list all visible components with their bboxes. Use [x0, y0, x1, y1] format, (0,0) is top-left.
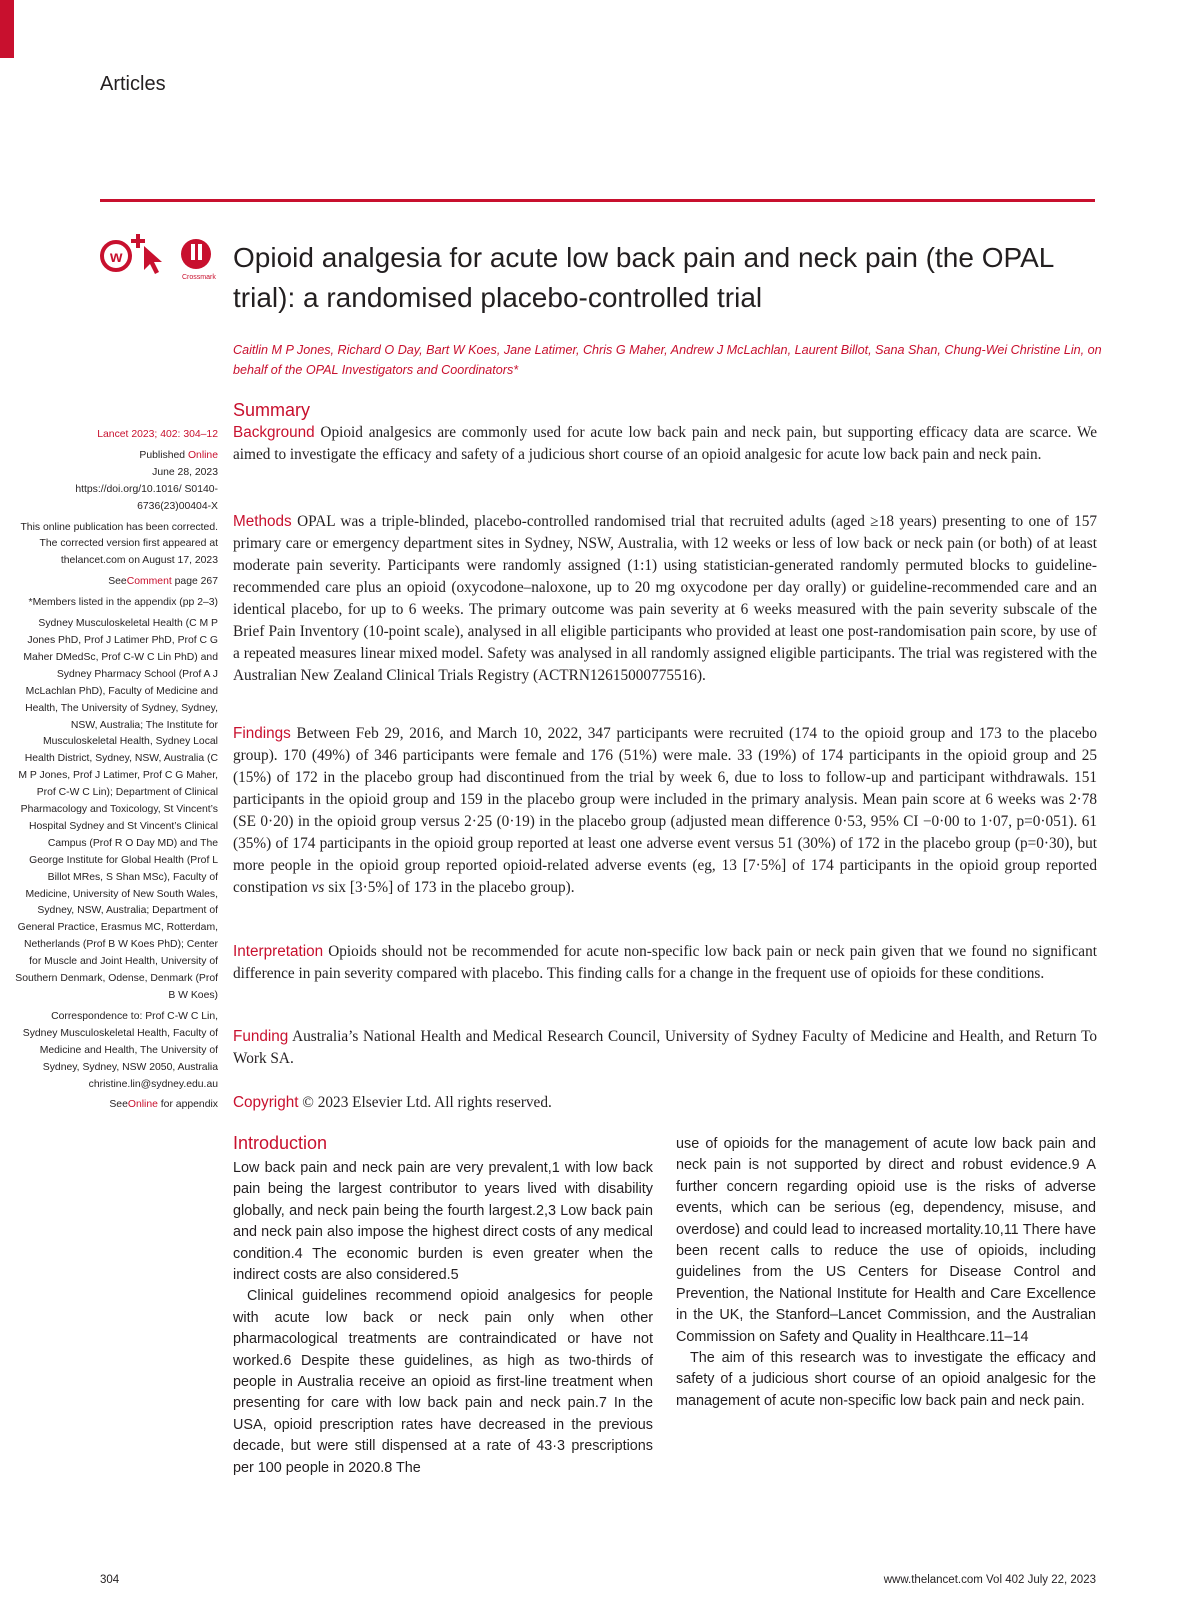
copyright-label: Copyright [233, 1094, 299, 1111]
appendix-link[interactable]: Online [127, 1099, 158, 1111]
crossmark-icon [181, 239, 216, 281]
funding-label: Funding [233, 1028, 289, 1045]
open-access-icon [102, 242, 130, 270]
cursor-icon [144, 246, 162, 274]
article-badges [100, 232, 218, 282]
interpretation-text: Opioids should not be recommended for acute non-specific low back pain or neck pain given that we found no significant difference in pain severity compared with placebo. This finding calls for a change in the frequent use of opioids for these conditions. [233, 943, 1097, 982]
comment-page: page 267 [174, 576, 218, 588]
background-text: Opioid analgesics are commonly used for acute low back pain and neck pain, but supporting efficacy data are scarce. We aimed to investigate the efficacy and safety of a judicious short course of an opioid analgesic for acute low back pain and neck pain. [233, 424, 1097, 463]
findings-vs: vs [311, 879, 325, 896]
journal-footer: www.thelancet.com Vol 402 July 22, 2023 [883, 1574, 1096, 1586]
appendix-ref [14, 1097, 218, 1114]
findings-tail: six [3·5%] of 173 in the placebo group). [328, 879, 575, 896]
intro-paragraph: Low back pain and neck pain are very prevalent,1 with low back pain being the largest contributor to years lived with disability globally, and neck pain being the fourth largest.2,3 Low back pain and neck pain also impose the highest direct costs of any medical condition.4 The economic burden is even greater when the indirect costs are also considered.5 [233, 1160, 653, 1284]
online-link[interactable]: Online [187, 449, 218, 461]
published-info [14, 448, 218, 516]
copyright-text: © 2023 Elsevier Ltd. All rights reserved. [302, 1094, 552, 1111]
article-title: Opioid analgesia for acute low back pain and neck pain (the OPAL trial): a randomised placebo-controlled trial [233, 242, 1054, 313]
svg-text:w: w [110, 249, 123, 266]
appendix-see: See [109, 1099, 128, 1111]
header-rule [100, 199, 1095, 202]
section-label: Articles [100, 73, 166, 95]
findings-text: Between Feb 29, 2016, and March 10, 2022, 347 participants were recruited (174 to the opioid group and 173 to the placebo group). 170 (49%) of 346 participants were female and 176 (51%) were male. 33 (19%) of 174 participants in the opioid group and 25 (15%) of 172 in the placebo group had discontinued from the trial by week 6, due to loss to follow-up and participant withdrawals. 151 participants in the opioid group and 159 in the placebo group were included in the primary analysis. Mean pain score at 6 weeks was 2·78 (SE 0·20) in the opioid group versus 2·25 (0·19) in the placebo group (adjusted mean difference 0·53, 95% CI −0·00 to 1·07, p=0·051). 61 (35%) of 174 participants in the opioid group reported at least one adverse event versus 51 (30%) of 172 in the placebo group (p=0·30), but more people in the opioid group reported opioid-related adverse events (eg, 13 [7·5%] of 174 participants in the opioid group reported constipation [233, 725, 1098, 896]
correction-note: This online publication has been corrected. The corrected version first appeared at thelancet.com on August 17, 2023 [20, 521, 218, 567]
summary-funding [233, 1026, 1097, 1070]
comment-ref [14, 574, 218, 591]
intro-paragraph: Clinical guidelines recommend opioid analgesics for people with acute low back or neck pain only when other pharmacological treatments are contraindicated or have not worked.6 Despite these guidelines, as high as two-thirds of people in Australia receive an opioid as first-line treatment when presenting for care with low back pain and neck pain.7 In the USA, opioid prescription rates have decreased in the previous decade, but were still dispensed at a rate of 43·3 prescriptions per 100 people in 2020.8 The [233, 1288, 653, 1476]
intro-column-left [233, 1158, 653, 1479]
page-number: 304 [100, 1574, 120, 1586]
correspondence: Correspondence to: Prof C-W C Lin, Sydney Musculoskeletal Health, Faculty of Medicine and Health, The University of Sydney, Sydney, NSW 2050, Australia christine.lin@sydney.edu.au [22, 1010, 218, 1090]
journal-edge-bar [0, 0, 14, 58]
appendix-label: for appendix [160, 1099, 218, 1111]
funding-text: Australia’s National Health and Medical Research Council, University of Sydney Faculty of Medicine and Health, and Return To Work SA. [233, 1028, 1097, 1067]
citation: Lancet 2023; 402: 304–12 [97, 429, 218, 440]
methods-label: Methods [233, 513, 292, 530]
background-label: Background [233, 424, 315, 441]
crossmark-label: Crossmark [182, 274, 216, 281]
methods-text: OPAL was a triple-blinded, placebo-controlled randomised trial that recruited adults (aged ≥18 years) presenting to one of 157 primary care or emergency department sites in Sydney, NSW, Australia, with 12 weeks or less of low back or neck pain (or both) of at least moderate pain severity. Participants were randomly assigned (1:1) using statistician-generated randomly permuted blocks to guideline-recommended care plus an opioid (oxycodone–naloxone, up to 20 mg oxycodone per day orally) or guideline-recommended care and an identical placebo, for up to 6 weeks. The primary outcome was pain severity at 6 weeks measured with the pain severity subscale of the Brief Pain Inventory (10-point scale), analysed in all eligible participants who provided at least one post-randomisation pain score, by use of a repeated measures linear mixed model. Safety was analysed in all randomly assigned eligible participants. The trial was registered with the Australian New Zealand Clinical Trials Registry (ACTRN12615000775516). [233, 513, 1098, 684]
doi-link[interactable]: https://doi.org/10.1016/ S0140-6736(23)00404-X [75, 483, 218, 512]
summary-interpretation [233, 941, 1097, 985]
affiliations: Sydney Musculoskeletal Health (C M P Jones PhD, Prof J Latimer PhD, Prof C G Maher DMedSc, Prof C-W C Lin PhD) and Sydney Pharmacy School (Prof A J McLachlan PhD), Faculty of Medicine and Health, The University of Sydney, Sydney, NSW, Australia; The Institute for Musculoskeletal Health, Sydney Local Health District, Sydney, NSW, Australia (C M P Jones, Prof J Latimer, Prof C G Maher, Prof C-W C Lin); Department of Clinical Pharmacology and Toxicology, St Vincent’s Hospital Sydney and St Vincent’s Clinical Campus (Prof R O Day MD) and The George Institute for Global Health (Prof L Billot MRes, S Shan MSc), Faculty of Medicine, University of New South Wales, Sydney, NSW, Australia; Department of General Practice, Erasmus MC, Rotterdam, Netherlands (Prof B W Koes PhD); Center for Muscle and Joint Health, University of Southern Denmark, Odense, Denmark (Prof B W Koes) [15, 618, 218, 1001]
introduction-heading: Introduction [233, 1133, 328, 1153]
members-note: *Members listed in the appendix (pp 2–3) [28, 597, 218, 609]
published-label: Published [139, 449, 186, 461]
author-list: Caitlin M P Jones, Richard O Day, Bart W Koes, Jane Latimer, Chris G Maher, Andrew J McLachlan, Laurent Billot, Sana Shan, Chung-Wei Christine Lin, on behalf of the OPAL Investigators and Coordinators* [233, 343, 1102, 377]
see-label: See [108, 576, 127, 588]
summary-findings [233, 723, 1097, 899]
published-date: June 28, 2023 [152, 466, 218, 478]
intro-column-right [676, 1134, 1096, 1412]
summary-copyright [233, 1092, 1097, 1114]
summary-background [233, 422, 1097, 466]
interpretation-label: Interpretation [233, 943, 324, 960]
plus-icon [131, 234, 145, 248]
comment-link[interactable]: Comment [126, 576, 172, 588]
summary-heading: Summary [233, 400, 311, 420]
intro-paragraph: The aim of this research was to investigate the efficacy and safety of a judicious short course of an opioid analgesic for the management of acute non-specific low back pain and neck pain. [676, 1350, 1096, 1409]
summary-methods [233, 511, 1097, 687]
findings-label: Findings [233, 725, 291, 742]
intro-paragraph: use of opioids for the management of acute low back pain and neck pain is not supported by direct and robust evidence.9 A further concern regarding opioid use is the risks of adverse events, which can be serious (eg, dependency, misuse, and overdose) and could lead to increased mortality.10,11 There have been recent calls to reduce the use of opioids, including guidelines from the US Centers for Disease Control and Prevention, the National Institute for Health and Care Excellence in the UK, the Stanford–Lancet Commission, and the Australian Commission on Safety and Quality in Healthcare.11–14 [676, 1136, 1096, 1345]
sidebar [14, 427, 218, 1118]
